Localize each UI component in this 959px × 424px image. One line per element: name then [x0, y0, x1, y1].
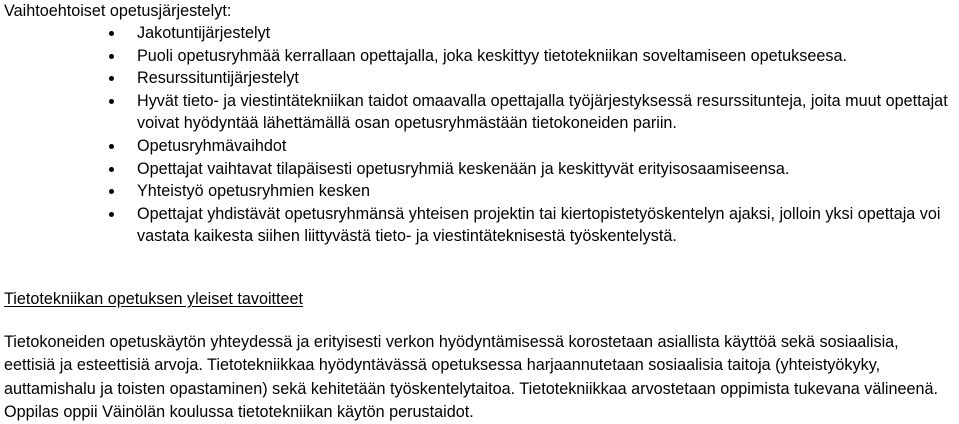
bullet-icon: [109, 54, 114, 59]
body-paragraph: Tietokoneiden opetuskäytön yhteydessä ja erityisesti verkon hyödyntämisessä korostetaan asiallista käyttöä sekä sosiaalisia, eettisiä ja esteettisiä arvoja. Tietotekniikkaa hyödyntävässä opetuksessa harjaannutetaan sosiaalisia taitoja (yhteistyökyky, auttamishalu ja toisten opastaminen) sekä kehitetään työskentelytaitoa. Tietotekniikkaa arvostetaan oppimista tukevana välineenä. Oppilas oppii Väinölän koulussa tietotekniikan käytön perustaidot.: [4, 333, 939, 421]
list-item: [0, 135, 959, 158]
list-item: [0, 67, 959, 90]
list-item-text: Resurssituntijärjestelyt: [137, 69, 299, 88]
list-item-text: Jakotuntijärjestelyt: [137, 24, 271, 42]
list-item: [0, 90, 959, 135]
list-item-text: Puoli opetusryhmää kerrallaan opettajalla, joka keskittyy tietotekniikan soveltamiseen opetukseesa.: [137, 46, 847, 65]
list-item: [0, 158, 959, 181]
list-item-text: Opettajat yhdistävät opetusryhmänsä yhteisen projektin tai kiertopistetyöskentelyn ajaksi, jolloin yksi opettaja voi vastata kaikesta siihen liittyvästä tieto- ja viestintäteknisestä työskentelystä.: [137, 204, 941, 246]
bullet-icon: [109, 31, 114, 36]
arrangement-list: [0, 22, 959, 248]
section-title: Tietotekniikan opetuksen yleiset tavoitteet: [4, 290, 304, 308]
list-item: [0, 22, 959, 45]
bullet-icon: [109, 144, 114, 149]
bullet-icon: [109, 99, 114, 104]
bullet-icon: [109, 76, 114, 81]
bullet-icon: [109, 167, 114, 172]
list-item: [0, 203, 959, 248]
list-item: [0, 180, 959, 203]
bullet-icon: [109, 189, 114, 194]
list-item-text: Opetusryhmävaihdot: [137, 136, 287, 155]
intro-heading: Vaihtoehtoiset opetusjärjestelyt:: [4, 2, 232, 20]
list-item: [0, 45, 959, 68]
list-item-text: Hyvät tieto- ja viestintätekniikan taidot omaavalla opettajalla työjärjestyksessä resurssitunteja, joita muut opettajat voivat hyödyntää lähettämällä osan opetusryhmästään tietokoneiden pariin.: [137, 91, 948, 133]
bullet-icon: [109, 212, 114, 217]
list-item-text: Yhteistyö opetusryhmien kesken: [137, 182, 371, 201]
list-item-text: Opettajat vaihtavat tilapäisesti opetusryhmiä keskenään ja keskittyvät erityisosaamiseensa.: [137, 159, 790, 178]
